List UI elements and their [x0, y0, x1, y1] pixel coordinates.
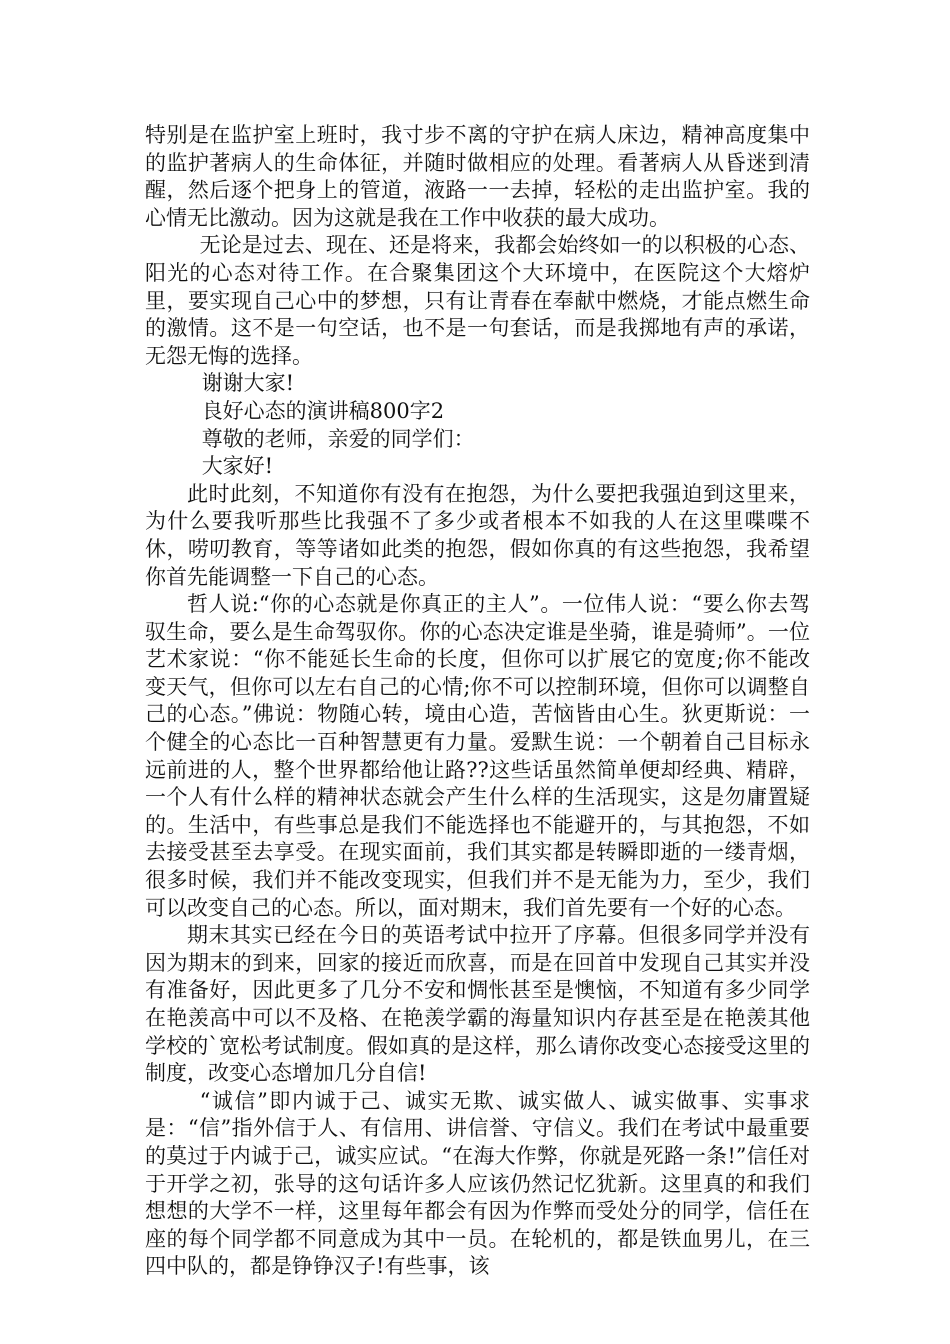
document-body	[145, 122, 810, 1281]
paragraph-monitoring-room: 特别是在监护室上班时，我寸步不离的守护在病人床边，精神高度集中的监护著病人的生命体征，并随时做相应的处理。看著病人从昏迷到清醒，然后逐个把身上的管道，液路一一去掉，轻松的走出监护室。我的心情无比激动。因为这就是我在工作中收获的最大成功。	[145, 123, 810, 230]
paragraph-final-exams: 期末其实已经在今日的英语考试中拉开了序幕。但很多同学并没有因为期末的到来，回家的接近而欣喜，而是在回首中发现自己其实并没有准备好，因此更多了几分不安和惆怅甚至是懊恼，不知道有多少同学在艳羡高中可以不及格、在艳羡学霸的海量知识内存甚至是在艳羡其他学校的`宽松考试制度。假如真的是这样，那么请你改变心态接受这里的制度，改变心态增加几分自信!	[145, 923, 810, 1086]
paragraph-quotes: 哲人说:“你的心态就是你真正的主人”。一位伟人说：“要么你去驾驭生命，要么是生命驾驭你。你的心态决定谁是坐骑，谁是骑师”。一位艺术家说：“你不能延长生命的长度，但你可以扩展它的宽度;你不能改变天气，但你可以左右自己的心情;你不可以控制环境，但你可以调整自己的心态。”佛说：物随心转，境由心造，苦恼皆由心生。狄更斯说：一个健全的心态比一百种智慧更有力量。爱默生说：一个朝着自己目标永远前进的人，整个世界都给他让路??这些话虽然简单便却经典、精辟，一个人有什么样的精神状态就会产生什么样的生活现实，这是勿庸置疑的。生活中，有些事总是我们不能选择也不能避开的，与其抱怨，不如去接受甚至去享受。在现实面前，我们其实都是转瞬即逝的一缕青烟，很多时候，我们并不能改变现实，但我们并不是无能为力，至少，我们可以改变自己的心态。所以，面对期末，我们首先要有一个好的心态。	[145, 592, 810, 920]
greeting: 大家好!	[201, 454, 274, 479]
closing-thanks: 谢谢大家!	[201, 371, 295, 396]
paragraph-complaints: 此时此刻，不知道你有没有在抱怨，为什么要把我强迫到这里来，为什么要我听那些比我强不了多少或者根本不如我的人在这里喋喋不休，唠叨教育，等等诸如此类的抱怨，假如你真的有这些抱怨，我希望你首先能调整一下自己的心态。	[145, 481, 810, 589]
paragraph-positive-attitude: 无论是过去、现在、还是将来，我都会始终如一的以积极的心态、阳光的心态对待工作。在合聚集团这个大环境中，在医院这个大熔炉里，要实现自己心中的梦想，只有让青春在奉献中燃烧，才能点燃生命的激情。这不是一句空话，也不是一句套话，而是我掷地有声的承诺，无怨无悔的选择。	[145, 233, 810, 368]
speech-title: 良好心态的演讲稿800字2	[201, 398, 445, 423]
salutation: 尊敬的老师，亲爱的同学们：	[201, 426, 475, 451]
paragraph-integrity: “诚信”即内诚于己、诚实无欺、诚实做人、诚实做事、实事求是：“信”指外信于人、有信用、讲信誉、守信义。我们在考试中最重要的莫过于内诚于己，诚实应试。“在海大作弊，你就是死路一条!”信任对于开学之初，张导的这句话许多人应该仍然记忆犹新。这里真的和我们想想的大学不一样，这里每年都会有因为作弊而受处分的同学，信任在座的每个同学都不同意成为其中一员。在轮机的，都是铁血男儿，在三四中队的，都是铮铮汉子!有些事，该	[145, 1088, 810, 1279]
